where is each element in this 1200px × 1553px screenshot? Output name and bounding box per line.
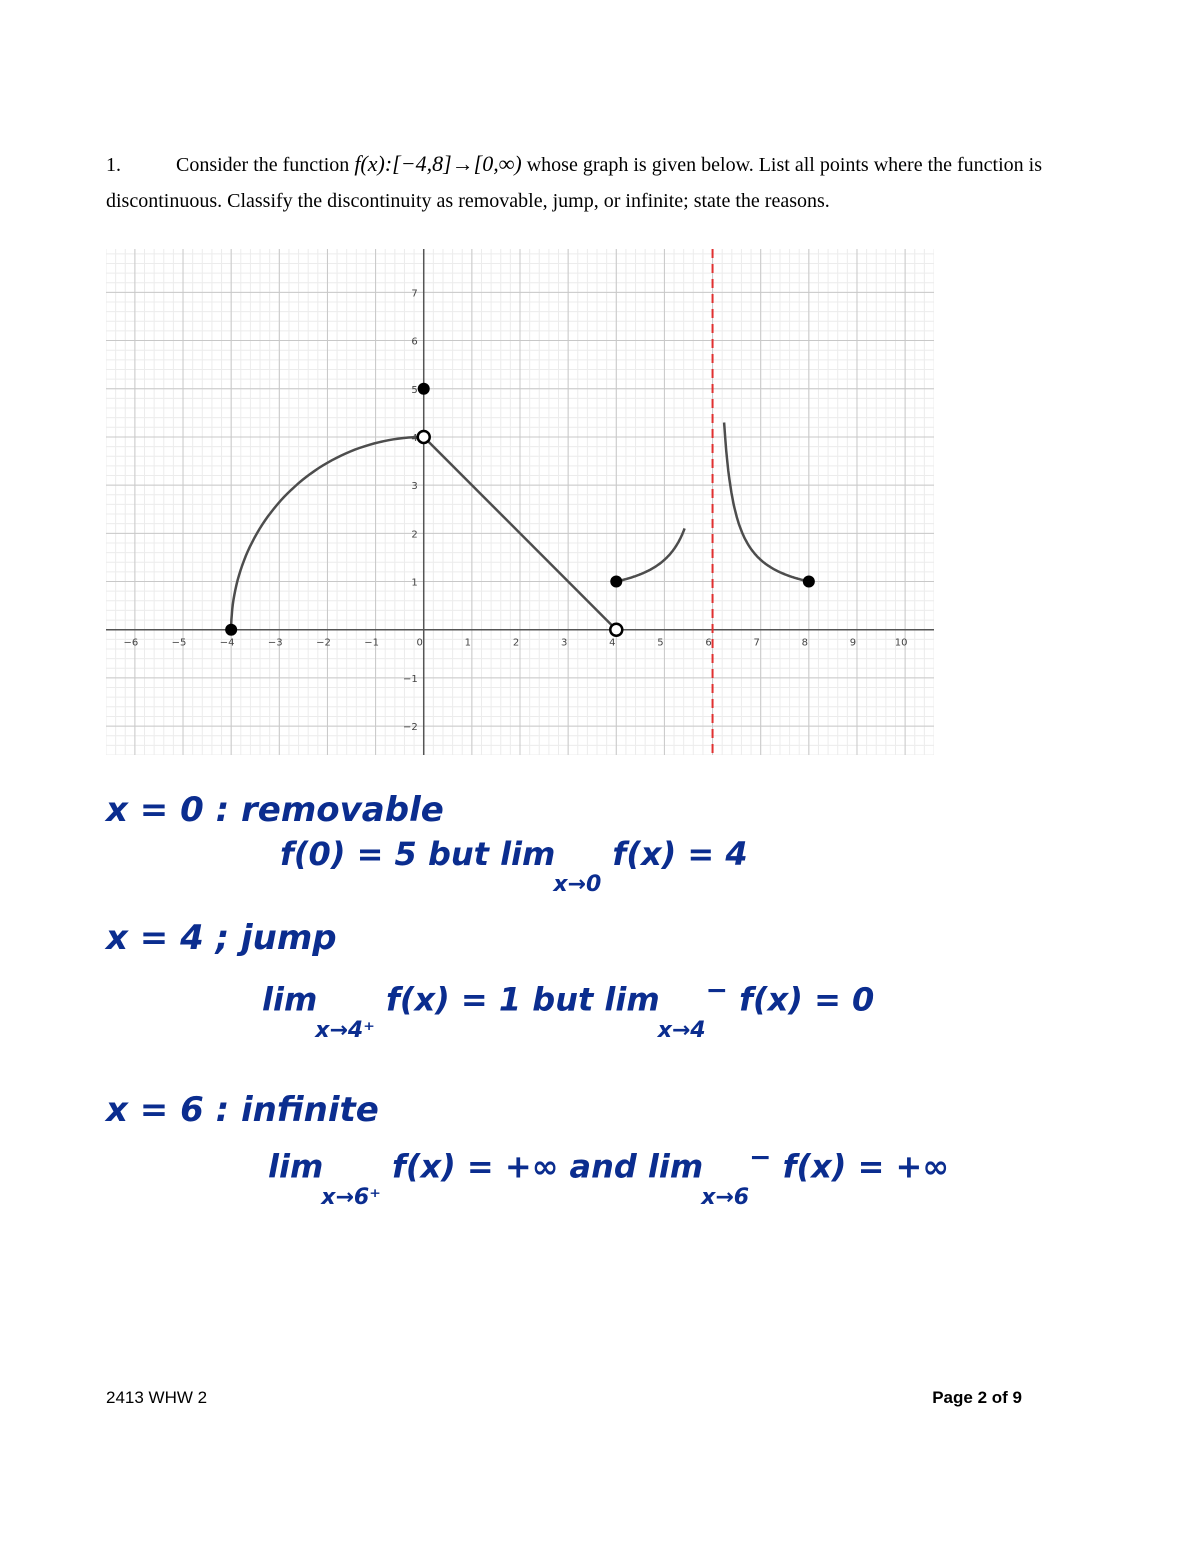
x-tick-label: −3 (267, 637, 283, 649)
y-tick-label: 2 (411, 529, 418, 541)
page-prefix: Page (932, 1388, 978, 1407)
x-tick-label: −1 (364, 637, 379, 649)
x-tick-label: 6 (705, 637, 712, 649)
x-tick-label: 1 (464, 637, 472, 649)
x-tick-label: 0 (416, 637, 423, 649)
closed-point (610, 576, 622, 588)
answer-3-limit-sub2: x→6 (701, 1184, 750, 1210)
answer-2-heading: x = 4 ; jump (106, 918, 337, 958)
x-tick-label: −2 (316, 637, 331, 649)
question-number: 1. (106, 154, 121, 176)
answer-3-sup2: − (749, 1142, 772, 1173)
x-tick-label: 7 (753, 637, 760, 649)
question-body: whose graph is given below. List all points where the function is discontinuous. Classify the discontinuity as removable, jump, or infinite; state the reasons. (106, 154, 1042, 212)
x-tick-label: −4 (219, 637, 235, 649)
open-point (418, 431, 430, 443)
answer-3-reason (268, 1142, 949, 1210)
answer-2-limit-sub: x→4⁺ (315, 1017, 375, 1043)
x-tick-label: −6 (123, 637, 139, 649)
closed-point (418, 383, 430, 395)
answer-2-main: lim (262, 980, 318, 1019)
question-text (106, 146, 1096, 219)
answer-2-sup2: − (705, 975, 728, 1006)
page-total: 9 (1012, 1388, 1022, 1407)
x-tick-label: −5 (171, 637, 187, 649)
answer-3-limit-sub: x→6⁺ (321, 1184, 381, 1210)
x-tick-label: 4 (609, 637, 616, 649)
answer-2-mid: f(x) = 1 but lim (374, 980, 660, 1019)
closed-point (803, 576, 815, 588)
answer-3-mid: f(x) = +∞ and lim (380, 1147, 704, 1186)
answer-2-reason (262, 975, 874, 1043)
answer-3-tail: f(x) = +∞ (771, 1147, 949, 1186)
answer-2-tail: f(x) = 0 (727, 980, 875, 1019)
grid-major (106, 249, 934, 755)
y-tick-label: 3 (411, 481, 418, 493)
y-tick-label: 7 (411, 288, 418, 300)
x-tick-label: 2 (512, 637, 520, 649)
footer-left: 2413 WHW 2 (106, 1388, 208, 1407)
answer-1-tail: f(x) = 4 (601, 835, 748, 873)
y-tick-label: 1 (411, 577, 418, 589)
answer-1-reason (280, 835, 748, 897)
answer-1-limit-sub: x→0 (553, 872, 602, 897)
closed-point (225, 624, 237, 636)
x-tick-label: 10 (894, 637, 908, 649)
page-current: 2 (977, 1388, 988, 1407)
footer-page-number (932, 1388, 1022, 1408)
function-notation: f(x):[−4,8]→[0,∞) (354, 151, 522, 176)
answer-2-limit-sub2: x→4 (657, 1017, 706, 1043)
question-intro: Consider the function (176, 154, 350, 176)
open-point (610, 624, 622, 636)
y-tick-label: −2 (402, 722, 418, 734)
x-tick-label: 9 (849, 637, 857, 649)
answer-3-main: lim (268, 1147, 324, 1186)
y-tick-label: 6 (411, 336, 418, 348)
answer-1-heading: x = 0 : removable (106, 790, 444, 830)
x-tick-label: 8 (801, 637, 809, 649)
answer-3-heading: x = 6 : infinite (106, 1090, 379, 1130)
y-tick-label: 5 (411, 384, 418, 396)
function-graph (106, 249, 934, 755)
page-of: of (987, 1388, 1013, 1407)
answer-1-main: f(0) = 5 but lim (280, 835, 556, 873)
x-tick-label: 5 (657, 637, 664, 649)
y-tick-label: 4 (411, 432, 418, 444)
y-tick-label: −1 (402, 673, 418, 685)
x-tick-label: 3 (560, 637, 568, 649)
